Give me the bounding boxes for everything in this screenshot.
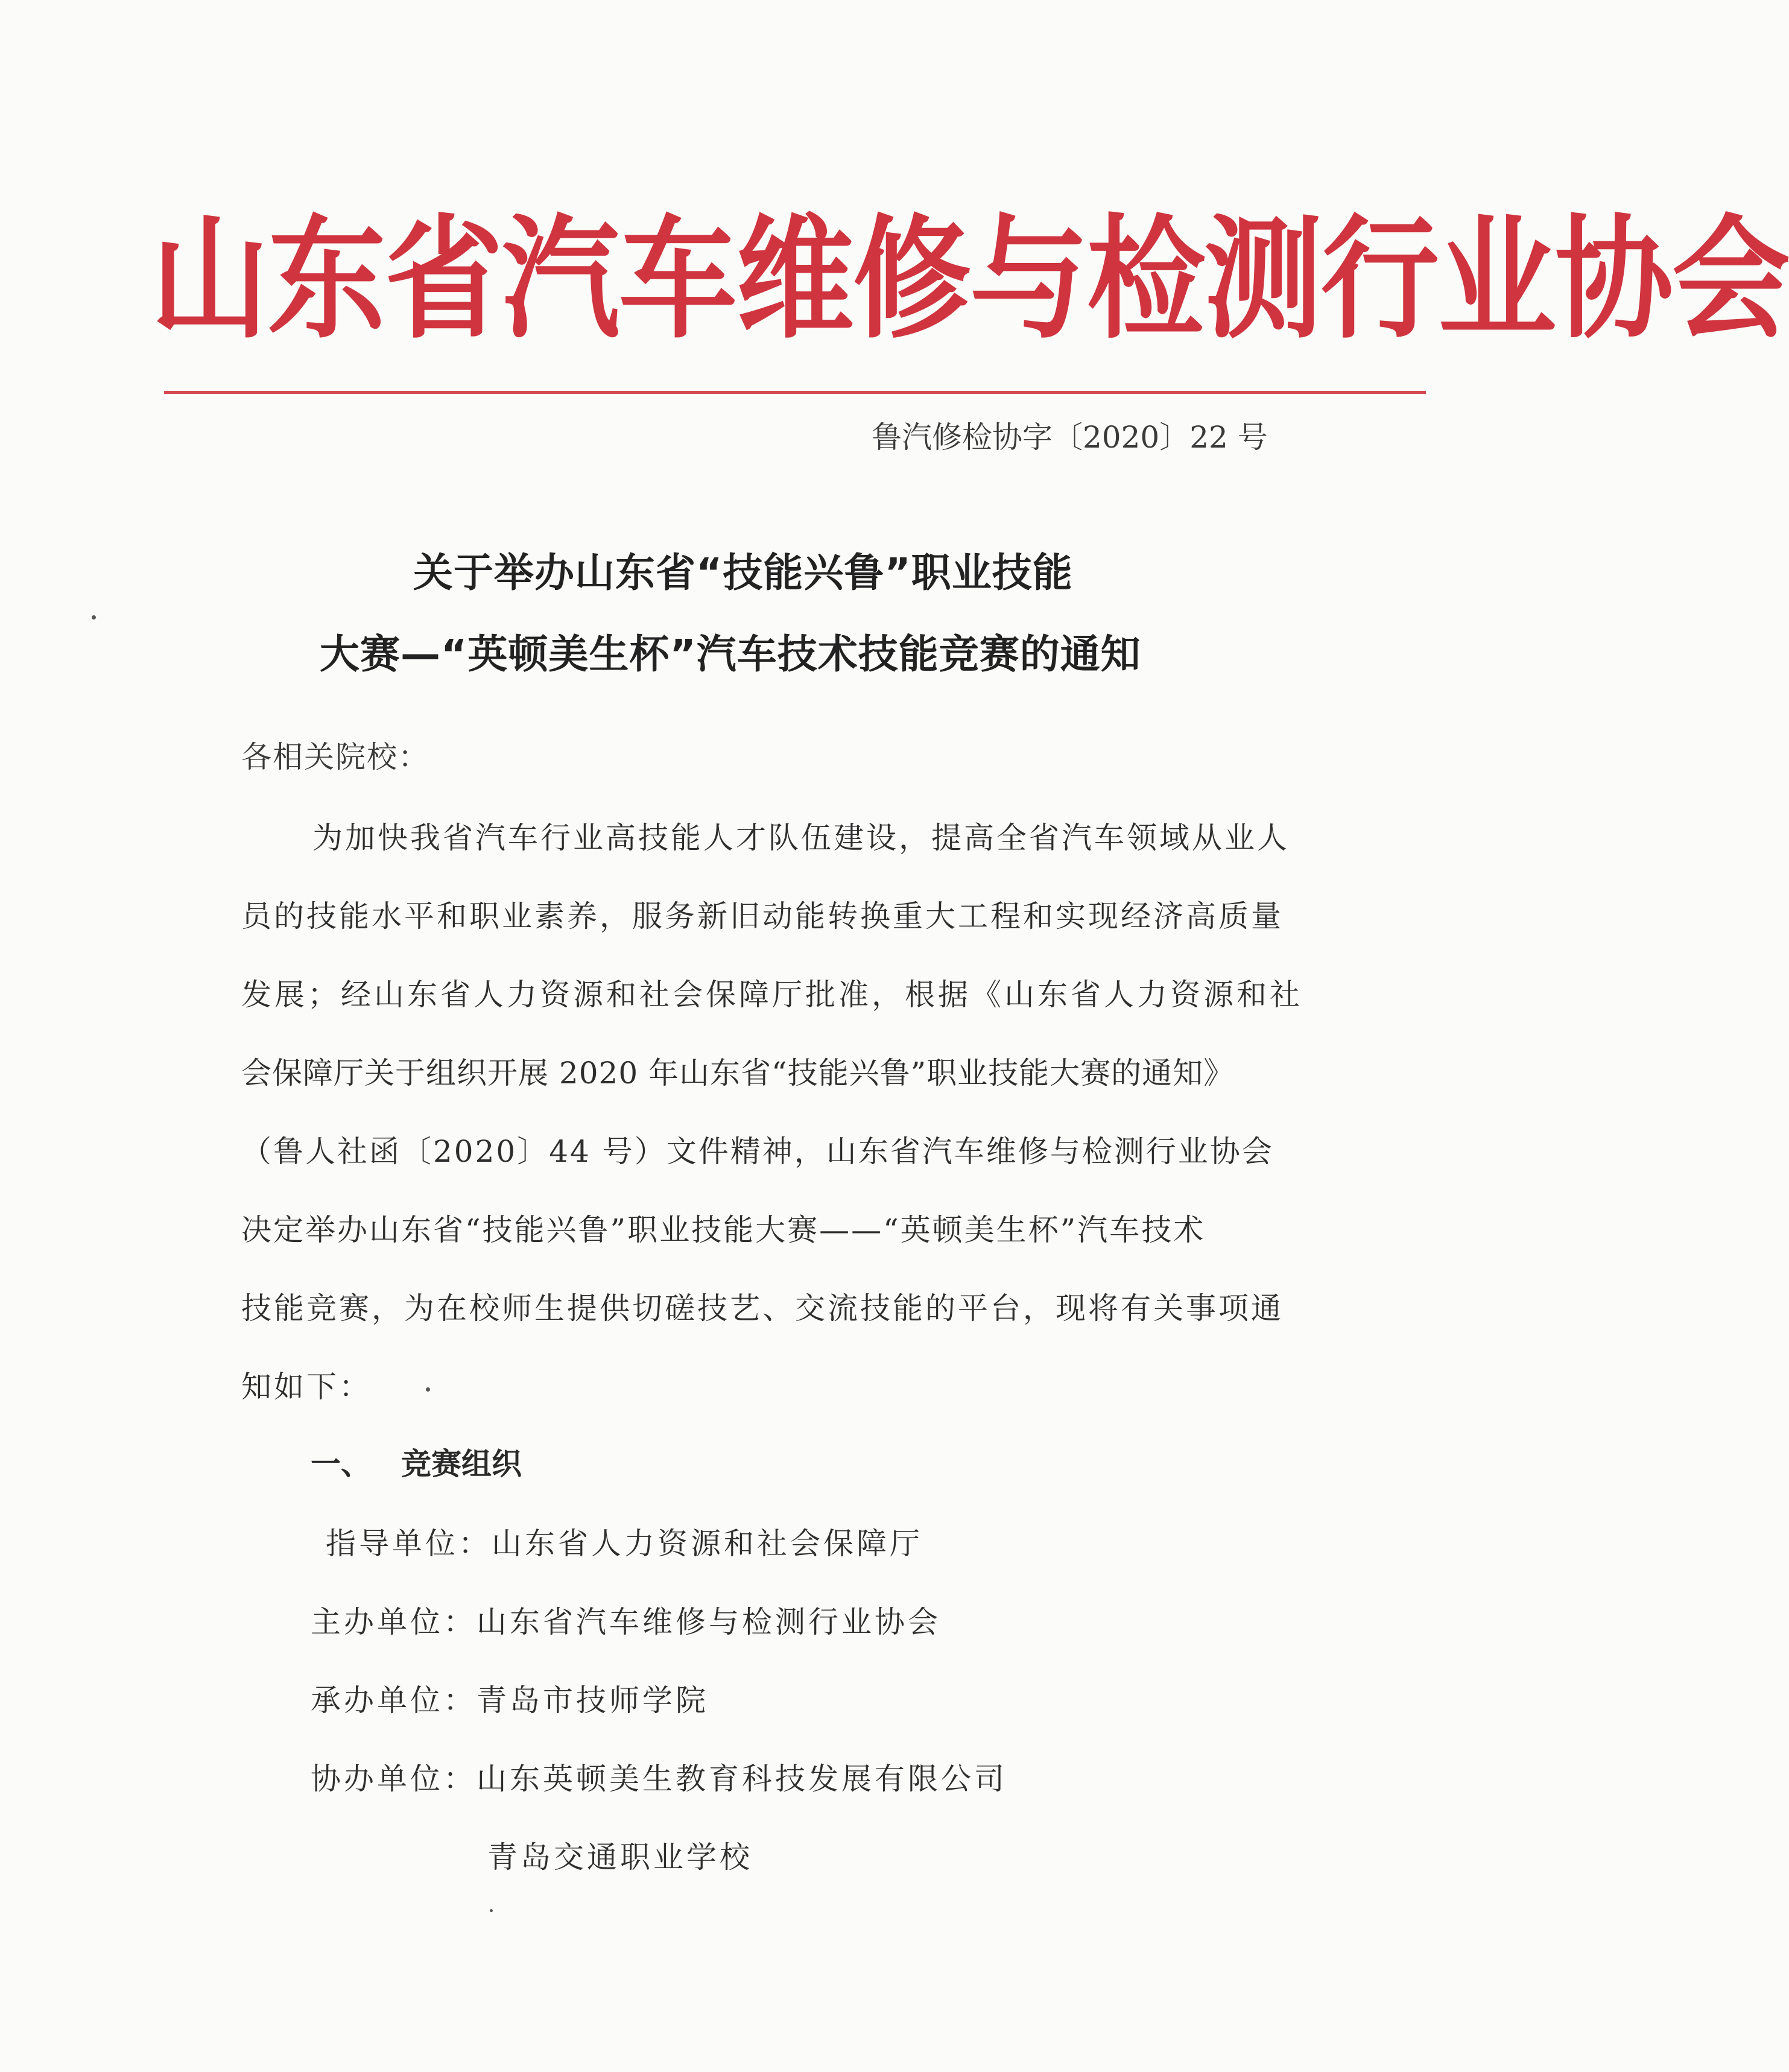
body-paragraph-line: 发展；经山东省人力资源和社会保障厅批准，根据《山东省人力资源和社 xyxy=(241,977,1303,1012)
organizer-value: 山东省人力资源和社会保障厅 xyxy=(492,1526,923,1561)
section-title: 竞赛组织 xyxy=(401,1446,522,1481)
body-paragraph-line: 为加快我省汽车行业高技能人才队伍建设，提高全省汽车领域从业人 xyxy=(312,820,1290,855)
organizer-row-undertaker xyxy=(311,1679,709,1722)
scan-speck xyxy=(490,1909,493,1912)
document-number: 鲁汽修检协字〔2020〕22 号 xyxy=(872,420,1268,455)
organizer-label: 主办单位： xyxy=(311,1605,477,1640)
body-paragraph-line: 技能竞赛，为在校师生提供切磋技艺、交流技能的平台，现将有关事项通 xyxy=(241,1291,1284,1326)
organizer-row-host xyxy=(311,1601,941,1643)
organizer-label: 承办单位： xyxy=(311,1683,477,1718)
organizer-value: 山东英顿美生教育科技发展有限公司 xyxy=(477,1761,1007,1796)
salutation: 各相关院校： xyxy=(241,740,429,775)
body-paragraph-line: 会保障厅关于组织开展 2020 年山东省“技能兴鲁”职业技能大赛的通知》 xyxy=(241,1056,1235,1091)
letterhead-divider xyxy=(164,391,1426,394)
organizer-value: 山东省汽车维修与检测行业协会 xyxy=(477,1605,941,1640)
body-paragraph-line: 员的技能水平和职业素养，服务新旧动能转换重大工程和实现经济高质量 xyxy=(241,899,1284,934)
body-paragraph-line: （鲁人社函〔2020〕44 号）文件精神，山东省汽车维修与检测行业协会 xyxy=(241,1134,1274,1169)
organizer-row-co-organizer xyxy=(311,1758,1007,1800)
notice-title-line-2: 大赛—“英顿美生杯”汽车技术技能竞赛的通知 xyxy=(320,631,1141,677)
section-heading-competition-organization xyxy=(311,1443,522,1485)
section-number: 一、 xyxy=(311,1446,371,1481)
organizer-row-guiding xyxy=(326,1522,923,1565)
organizer-row-co-organizer-extra: 青岛交通职业学校 xyxy=(487,1840,753,1875)
body-paragraph-line: 决定举办山东省“技能兴鲁”职业技能大赛——“英顿美生杯”汽车技术 xyxy=(241,1212,1206,1247)
scan-speck xyxy=(426,1387,430,1392)
letterhead-title: 山东省汽车维修与检测行业协会 xyxy=(151,203,1789,357)
organizer-value: 青岛市技师学院 xyxy=(477,1683,709,1718)
scan-speck xyxy=(92,615,96,619)
organizer-label: 指导单位： xyxy=(326,1526,492,1561)
organizer-label: 协办单位： xyxy=(311,1761,477,1796)
notice-title-line-1: 关于举办山东省“技能兴鲁”职业技能 xyxy=(413,550,1073,596)
body-paragraph-line: 知如下： xyxy=(241,1369,372,1404)
